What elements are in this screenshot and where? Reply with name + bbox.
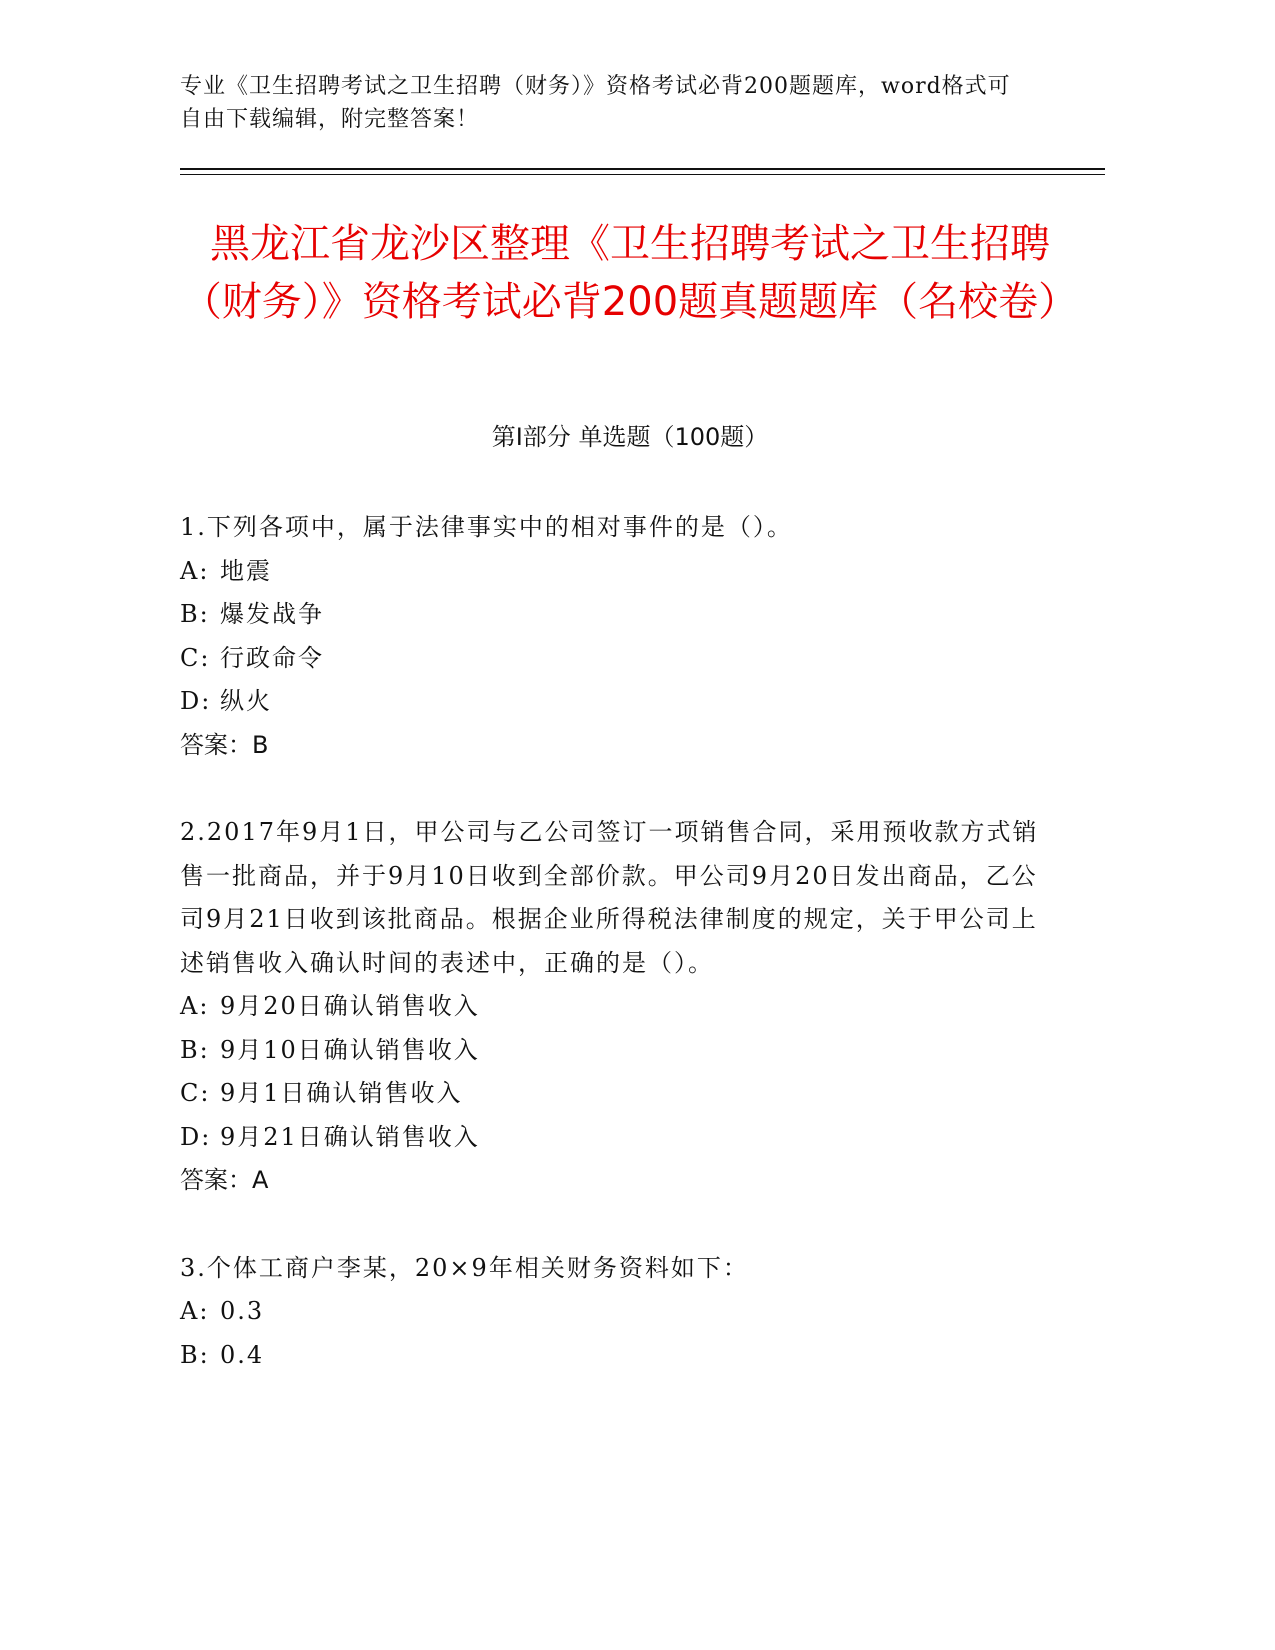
option-text: 0.3 [220,1297,265,1325]
option-letter: A: [180,1297,210,1325]
question-2 [180,811,1040,1203]
question-list [180,506,1040,1377]
option-text: 0.4 [220,1340,265,1369]
option-letter: A: [180,556,210,585]
option-b [180,1334,1040,1378]
question-stem: 3.个体工商户李某，20×9年相关财务资料如下： [180,1253,749,1282]
option-text: 9月10日确认销售收入 [220,1035,480,1064]
option-text: 9月20日确认销售收入 [220,992,480,1020]
option-b [180,1029,1040,1073]
option-letter: D: [180,687,212,715]
question-stem: 2.2017年9月1日，甲公司与乙公司签订一项销售合同，采用预收款方式销售一批商品，并于9月10日收到全部价款。甲公司9月20日发出商品，乙公司9月21日收到该批商品。根据企业所得税法律制度的规定，关于甲公司上述销售收入确认时间的表述中，正确的是（）。 [180,818,1039,977]
header-rule-thick [180,168,1105,170]
answer: 答案：B [180,730,269,759]
option-a [180,550,1040,594]
option-c [180,1072,1040,1116]
header-rule-thin [180,174,1105,175]
option-c [180,637,1040,681]
option-text: 纵火 [220,687,272,715]
option-letter: C: [180,1079,211,1107]
option-text: 9月21日确认销售收入 [220,1122,480,1151]
option-a [180,1290,1040,1334]
option-text: 行政命令 [220,643,324,672]
section-title: 第Ⅰ部分 单选题（100题） [491,423,769,451]
option-text: 9月1日确认销售收入 [220,1079,463,1107]
document-title: 黑龙江省龙沙区整理《卫生招聘考试之卫生招聘（财务）》资格考试必背200题真题题库（名校卷） [181,221,1079,325]
question-3 [180,1247,1040,1378]
option-letter: B: [180,600,210,628]
question-1 [180,506,1040,767]
question-stem: 1.下列各项中，属于法律事实中的相对事件的是（）。 [180,513,793,541]
answer: 答案：A [180,1166,269,1194]
option-d [180,680,1040,724]
option-b [180,593,1040,637]
option-letter: A: [180,992,210,1020]
option-d [180,1116,1040,1160]
option-letter: B: [180,1035,210,1064]
option-letter: B: [180,1340,210,1369]
option-letter: D: [180,1122,212,1151]
header-note: 专业《卫生招聘考试之卫生招聘（财务）》资格考试必背200题题库，word格式可自由下载编辑，附完整答案！ [180,74,1011,132]
option-text: 爆发战争 [220,600,324,628]
option-text: 地震 [220,556,272,585]
option-letter: C: [180,643,211,672]
option-a [180,985,1040,1029]
